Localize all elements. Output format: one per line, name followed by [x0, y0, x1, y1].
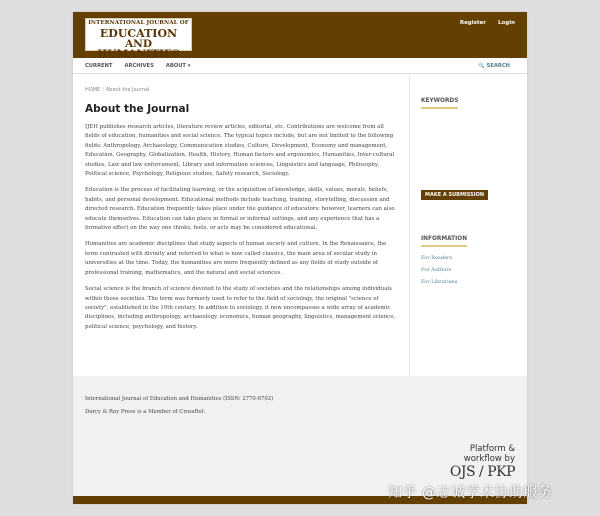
login-link[interactable]: Login [497, 20, 515, 26]
paragraph-humanities: Humanities are academic disciplines that study aspects of human society and culture. In the Renaissance, the term contrasted with divinity and referred to what is now called classics, the main area of secular study in universities at the time. Today, the humanities are more frequently defined as any fields of study outside of professional training, mathematics, and the natural and social sciences. [85, 241, 387, 276]
brand-line-1: Platform & [469, 444, 515, 454]
primary-nav [73, 58, 527, 74]
logo-line-1: INTERNATIONAL JOURNAL OF [88, 20, 189, 26]
breadcrumb [85, 87, 397, 93]
keywords-title: KEYWORDS [421, 98, 458, 109]
logo-line-2: EDUCATION [99, 26, 178, 40]
user-nav [460, 20, 515, 26]
nav-about-dropdown[interactable]: ABOUT ▾ [165, 63, 191, 69]
brand-line-2: workflow by [463, 454, 515, 464]
page-container [73, 12, 527, 504]
brand-logo-text: OJS / PKP [449, 464, 515, 480]
watermark: 知乎 @志诚学术协助服务 [388, 485, 553, 501]
sidebar [421, 75, 521, 285]
logo-line-3: AND HUMANITIES [97, 37, 180, 61]
ojs-pkp-brand[interactable] [450, 444, 515, 480]
page-title: About the Journal [85, 103, 190, 115]
footer-crossref: Darcy & Roy Press is a Member of CrossRef. [85, 409, 206, 415]
for-readers-link[interactable]: For Readers [421, 255, 453, 261]
site-header [73, 12, 527, 61]
for-authors-link[interactable]: For Authors [421, 267, 452, 273]
for-librarians-link[interactable]: For Librarians [421, 279, 458, 285]
site-footer [73, 376, 527, 496]
sidebar-divider [409, 75, 410, 376]
make-submission-button[interactable]: MAKE A SUBMISSION [421, 190, 488, 200]
information-block [421, 225, 467, 291]
breadcrumb-home[interactable]: HOME [85, 87, 101, 93]
nav-current[interactable]: CURRENT [85, 63, 113, 69]
main-content [73, 75, 409, 351]
paragraph-social-science: Social science is the branch of science devoted to the study of societies and the relationships among individuals within those societies. The term was formerly used to refer to the field of sociology, the original "science of society", established in the 19th century. In addition to sociology, it now encompasses a wide array of academic disciplines, including anthropology, archaeology, economics, human geography, linguistics, management science, political science, psychology, and history. [85, 286, 396, 330]
paragraph-intro: IJEH publishes research articles, literature review articles, editorial, etc. Contributions are welcome from all fields of education, humanities and social science. The typical topics include, but are not limited to the following fields: Anthropology, Archaeology, Communication studies, Culture, Development, Economy and management, Education, Geography, Globalization, Health, History, Human factors and ergonomics, Humanities, Inter-cultural studies, Law and law enforcement, Library and information sciences, Linguistics and language, Philosophy, Political science, Psychology, Religious studies, Safety research, Sociology. [85, 124, 395, 178]
nav-archives[interactable]: ARCHIVES [124, 63, 154, 69]
breadcrumb-separator: / [102, 87, 104, 93]
footer-issn: International Journal of Education and Humanities (ISSN: 2770-6702) [85, 396, 274, 402]
paragraph-education: Education is the process of facilitating learning, or the acquisition of knowledge, skills, values, morals, beliefs, habits, and personal development. Educational methods include teaching, training, storytelling, discussion and directed research. Education frequently takes place under the guidance of educators; however, learners can also educate themselves. Education can take place in formal or informal settings, and any experience that has a formative effect on the way one thinks, feels, or acts may be considered educational. [85, 187, 395, 232]
information-title: INFORMATION [421, 236, 467, 247]
breadcrumb-current: About the Journal [105, 87, 150, 93]
journal-logo[interactable] [85, 18, 192, 61]
search-link[interactable]: 🔍 SEARCH [478, 63, 510, 69]
register-link[interactable]: Register [459, 20, 486, 26]
